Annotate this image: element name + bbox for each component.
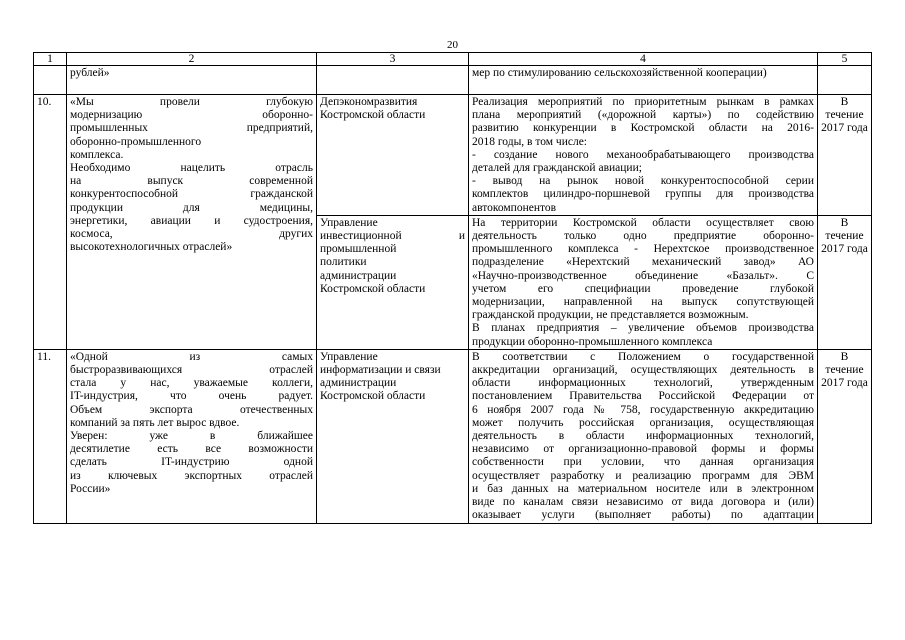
term-cell bbox=[818, 66, 872, 95]
term-cell bbox=[818, 349, 872, 523]
quote-line: Объем экспорта отечественных bbox=[70, 403, 313, 416]
header-cell: 5 bbox=[818, 53, 872, 66]
measures-line: постановлением Правительства Российской Федерации от bbox=[472, 390, 814, 403]
quote-line: России» bbox=[70, 482, 111, 495]
quote-line: быстроразвивающихся отраслей bbox=[70, 364, 313, 377]
quote-line: оборонно-промышленного bbox=[70, 135, 202, 148]
measures-line: области информационных технологий, утвержденным bbox=[472, 377, 814, 390]
measures-cell bbox=[469, 95, 818, 216]
quote-line: промышленных предприятий, bbox=[70, 122, 313, 135]
continuation-row bbox=[34, 66, 872, 95]
measures-line: может получить российская организация, осуществляющая bbox=[472, 416, 814, 429]
responsible-line: Костромской области bbox=[320, 282, 426, 295]
measures-line: оказывает услуги (выполняет работы) по адаптации bbox=[472, 509, 814, 522]
table-row bbox=[34, 349, 872, 523]
measures-table bbox=[33, 52, 872, 524]
quote-line: Уверен: уже в ближайшее bbox=[70, 430, 313, 443]
responsible-line: информатизации и связи bbox=[320, 364, 441, 377]
quote-line: сделать IT-индустрию одной bbox=[70, 456, 313, 469]
responsible-line: Управление bbox=[320, 216, 378, 229]
table-row bbox=[34, 95, 872, 216]
quote-line: космоса, других bbox=[70, 228, 313, 241]
measures-line: собственности при условии, что данная организация bbox=[472, 456, 814, 469]
term-line: В течение bbox=[825, 350, 864, 377]
quote-cell bbox=[67, 349, 317, 523]
measures-line: комплектов цилиндро-поршневой группы для производства bbox=[472, 188, 814, 201]
responsible-line: политики bbox=[320, 256, 367, 269]
measures-line: развитию конкуренции в Костромской области на 2016- bbox=[472, 122, 814, 135]
term-line: 2017 года bbox=[821, 122, 868, 135]
measures-line: 2018 годы, в том числе: bbox=[472, 135, 587, 148]
measures-line: учетом его специфиации проведение глубокой bbox=[472, 282, 814, 295]
measures-line: мер по стимулированию сельскохозяйственной кооперации) bbox=[472, 67, 767, 79]
responsible-line: Депэкономразвития bbox=[320, 96, 418, 108]
row-number-cell bbox=[34, 349, 67, 523]
quote-line: модернизацию оборонно- bbox=[70, 109, 313, 122]
responsible-line: Костромской области bbox=[320, 390, 426, 403]
quote-cell bbox=[67, 66, 317, 95]
measures-line: виде по каналам связи независимо от вида договора и (или) bbox=[472, 496, 814, 509]
measures-line: плана мероприятий («дорожной карты») по содействию bbox=[472, 109, 814, 122]
measures-line: промышленного комплекса - Нерехтское производственное bbox=[472, 243, 814, 256]
quote-line: стала у нас, уважаемые коллеги, bbox=[70, 377, 313, 390]
quote-line: рублей» bbox=[70, 67, 110, 79]
quote-line: из ключевых экспортных отраслей bbox=[70, 469, 313, 482]
page-number: 20 bbox=[447, 39, 458, 51]
quote-line: энергетики, авиации и судостроения, bbox=[70, 214, 313, 227]
header-cell: 1 bbox=[34, 53, 67, 66]
term-cell bbox=[818, 95, 872, 216]
measures-line: деятельность в области информационных технологий, bbox=[472, 430, 814, 443]
responsible-cell bbox=[317, 66, 469, 95]
row-number: 11. bbox=[37, 350, 51, 363]
measures-line: В планах предприятия – увеличение объемов производства bbox=[472, 322, 814, 335]
measures-cell bbox=[469, 215, 818, 349]
measures-line: «Научно-производственное объединение «Базальт». С bbox=[472, 269, 814, 282]
measures-line: деталей для гражданской авиации; bbox=[472, 162, 642, 175]
term-line: В течение bbox=[825, 96, 864, 122]
quote-line: на выпуск современной bbox=[70, 175, 313, 188]
measures-line: На территории Костромской области осуществляет свою bbox=[472, 216, 814, 229]
quote-line: «Мы провели глубокую bbox=[70, 96, 313, 108]
table-header-row bbox=[34, 53, 872, 66]
responsible-line: Костромской области bbox=[320, 109, 426, 122]
header-cell: 4 bbox=[469, 53, 818, 66]
term-line: 2017 года bbox=[821, 243, 868, 256]
responsible-line: администрации bbox=[320, 269, 397, 282]
quote-line: высокотехнологичных отраслей» bbox=[70, 241, 233, 254]
term-cell bbox=[818, 215, 872, 349]
term-line: В течение bbox=[825, 216, 864, 243]
measures-line: независимо от организационно-правовой формы и формы bbox=[472, 443, 814, 456]
measures-cell bbox=[469, 66, 818, 95]
measures-line: аккредитации организаций, осуществляющих деятельность в bbox=[472, 364, 814, 377]
measures-line: гражданской продукции, не представляется возможным. bbox=[472, 309, 749, 322]
measures-line: Реализация мероприятий по приоритетным рынкам в рамках bbox=[472, 96, 814, 108]
responsible-line: администрации bbox=[320, 377, 397, 390]
responsible-cell bbox=[317, 215, 469, 349]
measures-line: - вывод на рынок новой конкурентоспособной серии bbox=[472, 175, 814, 188]
quote-line: IT-индустрия, что очень радует. bbox=[70, 390, 313, 403]
header-cell: 2 bbox=[67, 53, 317, 66]
measures-line: 6 ноября 2007 года № 758, государственную аккредитацию bbox=[472, 403, 814, 416]
responsible-line: промышленной bbox=[320, 243, 397, 256]
measures-line: продукции оборонно-промышленного комплекса bbox=[472, 335, 713, 348]
measures-cell bbox=[469, 349, 818, 523]
row-number: 10. bbox=[37, 96, 52, 108]
responsible-line: Управление bbox=[320, 350, 378, 363]
measures-line: автокомпонентов bbox=[472, 201, 557, 214]
measures-line: и баз данных на материальном носителе или в электронном bbox=[472, 482, 814, 495]
quote-line: конкурентоспособной гражданской bbox=[70, 188, 313, 201]
term-line: 2017 года bbox=[821, 377, 868, 390]
measures-line: подразделение «Нерехтский механический завод» АО bbox=[472, 256, 814, 269]
quote-line: десятилетие есть все возможности bbox=[70, 443, 313, 456]
responsible-cell bbox=[317, 349, 469, 523]
measures-line: осуществляет разработку и реализацию программ для ЭВМ bbox=[472, 469, 814, 482]
row-number-cell bbox=[34, 95, 67, 350]
measures-line: В соответствии с Положением о государственной bbox=[472, 350, 814, 363]
quote-line: комплекса. bbox=[70, 148, 124, 161]
measures-line: - создание нового механообрабатывающего производства bbox=[472, 148, 814, 161]
quote-line: компаний за пять лет вырос вдвое. bbox=[70, 416, 240, 429]
row-number-cell bbox=[34, 66, 67, 95]
responsible-cell bbox=[317, 95, 469, 216]
quote-line: «Одной из самых bbox=[70, 350, 313, 363]
header-cell: 3 bbox=[317, 53, 469, 66]
quote-line: продукции для медицины, bbox=[70, 201, 313, 214]
quote-line: Необходимо нацелить отрасль bbox=[70, 162, 313, 175]
measures-line: деятельность только одно предприятие оборонно- bbox=[472, 230, 814, 243]
responsible-line: инвестиционной и bbox=[320, 230, 465, 243]
measures-line: модернизации, направленной на выпуск сопутствующей bbox=[472, 296, 814, 309]
quote-cell bbox=[67, 95, 317, 350]
